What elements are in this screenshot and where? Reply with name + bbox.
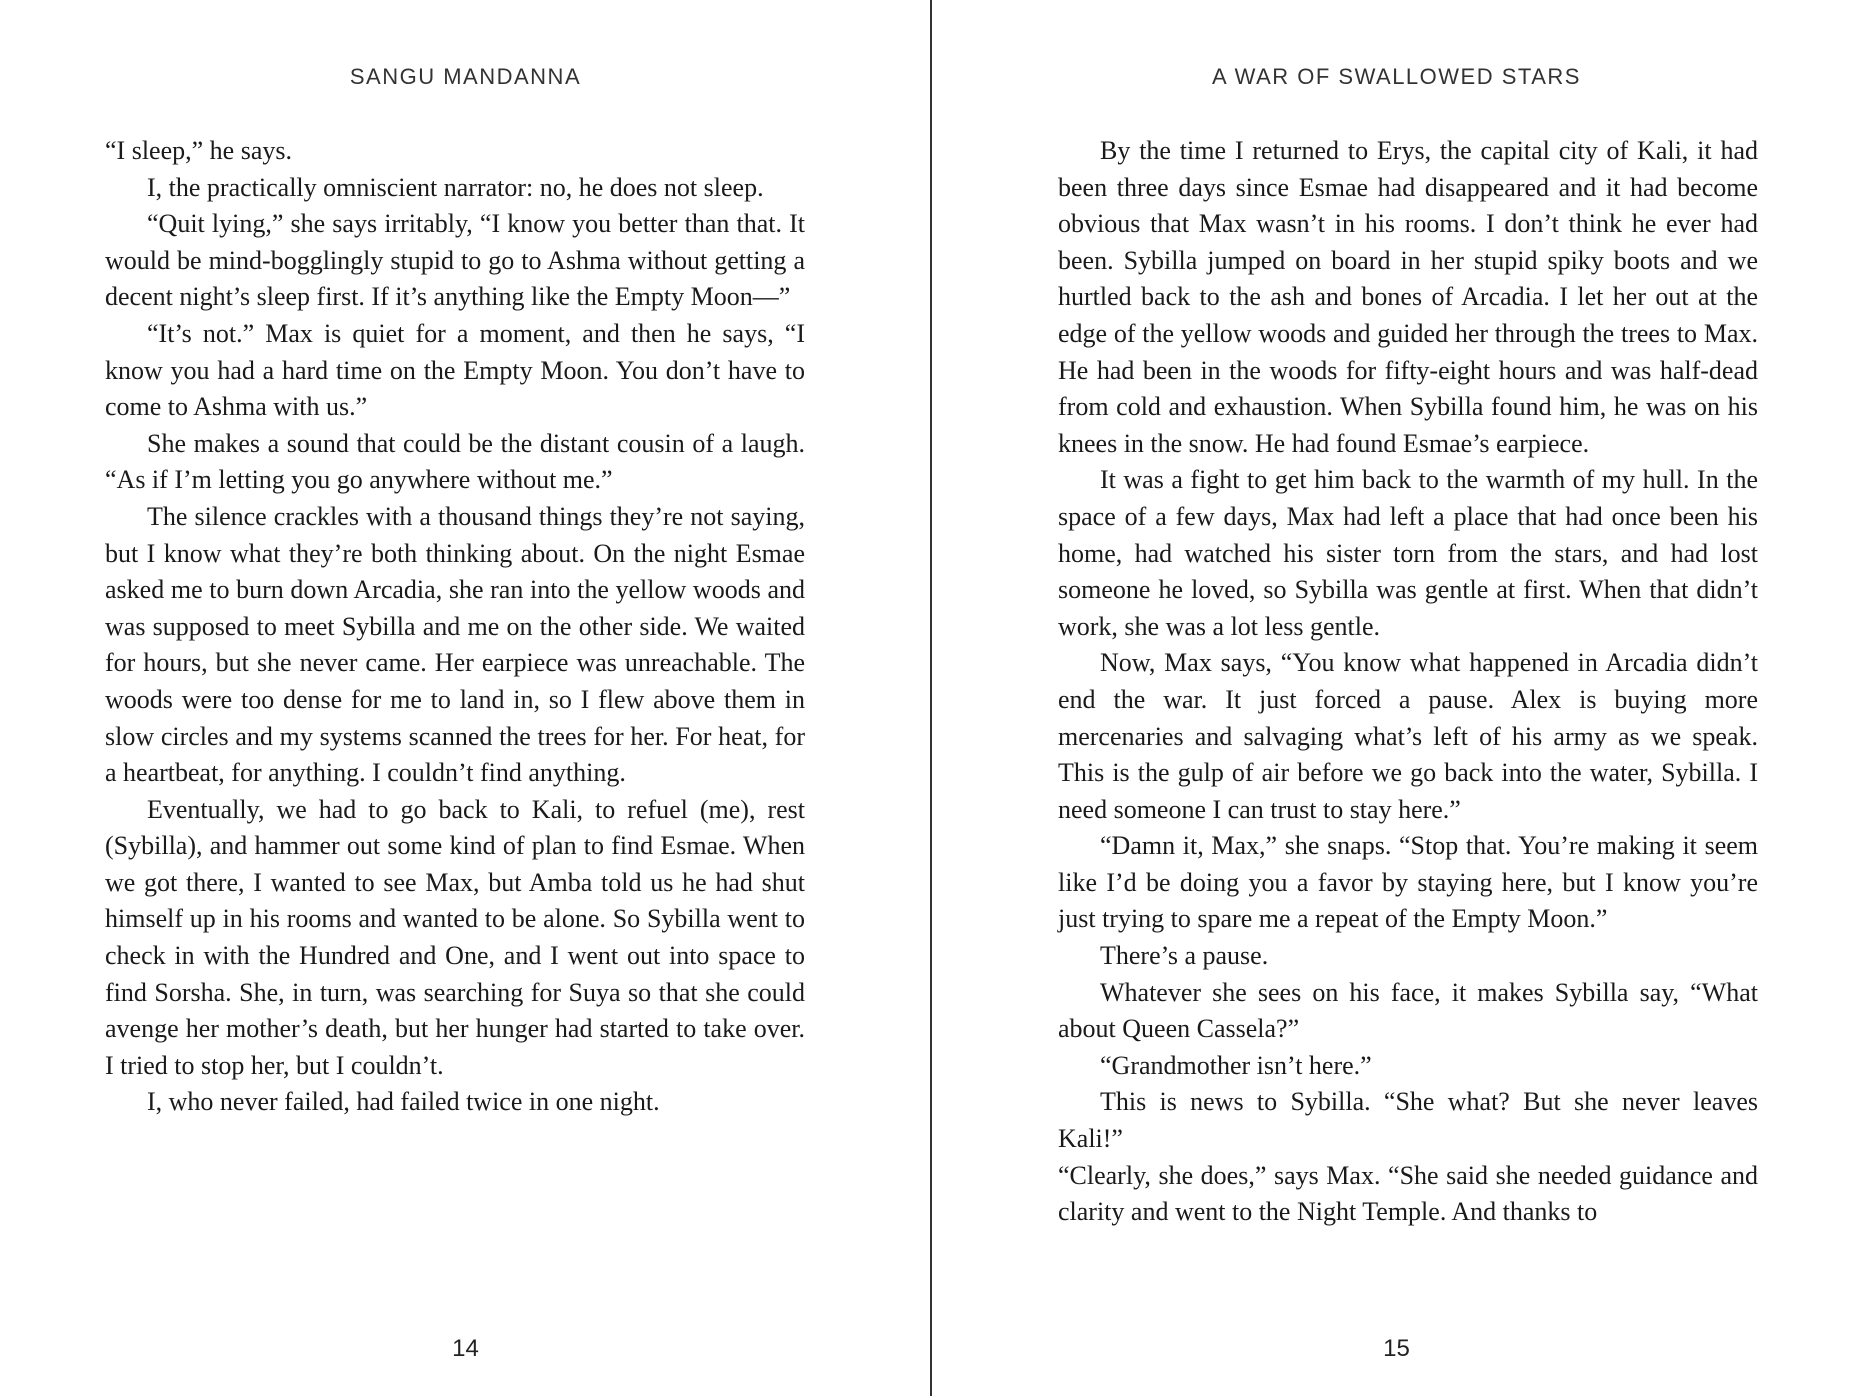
paragraph: Whatever she sees on his face, it makes Sybilla say, “What about Queen Cassela?”	[1058, 977, 1758, 1044]
paragraph: I, who never failed, had failed twice in one night.	[147, 1087, 660, 1117]
page-number: 14	[452, 1335, 479, 1362]
paragraph: “I sleep,” he says.	[105, 136, 292, 165]
paragraph: This is news to Sybilla. “She what? But she never leaves Kali!”	[1058, 1087, 1758, 1154]
paragraph: By the time I returned to Erys, the capital city of Kali, it had been three days since Esmae had disappeared and it had become obvious that Max wasn’t in his rooms. I don’t think he ever had been. Sybilla jumped on board in her stupid spiky boots and we hurtled back to the ash and bones of Arcadia. I let her out at the edge of the yellow woods and guided her through the trees to Max. He had been in the woods for fifty-eight hours and was half-dead from cold and exhaustion. When Sybilla found him, he was on his knees in the snow. He had found Esmae’s earpiece.	[1058, 136, 1758, 458]
paragraph: “Quit lying,” she says irritably, “I know you better than that. It would be mind-bogglingly stupid to go to Ashma without getting a decent night’s sleep first. If it’s anything like the Empty Moon—”	[105, 209, 805, 312]
paragraph: I, the practically omniscient narrator: no, he does not sleep.	[147, 172, 764, 202]
paragraph: Eventually, we had to go back to Kali, to refuel (me), rest (Sybilla), and hammer out some kind of plan to find Esmae. When we got there, I wanted to see Max, but Amba told us he had shut himself up in his rooms and wanted to be alone. So Sybilla went to check in with the Hundred and One, and I went out into space to find Sorsha. She, in turn, was searching for Suya so that she could avenge her mother’s death, but her hunger had started to take over. I tried to stop her, but I couldn’t.	[105, 794, 805, 1080]
right-page-body	[1058, 133, 1758, 1231]
running-head-author: SANGU MANDANNA	[349, 64, 582, 89]
paragraph: “Grandmother isn’t here.”	[1100, 1050, 1372, 1080]
paragraph: There’s a pause.	[1100, 941, 1269, 971]
paragraph: “Damn it, Max,” she snaps. “Stop that. You’re making it seem like I’d be doing you a favor by staying here, but I know you’re just trying to spare me a repeat of the Empty Moon.”	[1058, 831, 1758, 934]
paragraph: Now, Max says, “You know what happened in Arcadia didn’t end the war. It just forced a pause. Alex is buying more mercenaries and salvaging what’s left of his army as we speak. This is the gulp of air before we go back into the water, Sybilla. I need someone I can trust to stay here.”	[1058, 648, 1758, 824]
paragraph: “It’s not.” Max is quiet for a moment, and then he says, “I know you had a hard time on the Empty Moon. You don’t have to come to Ashma with us.”	[105, 318, 805, 422]
left-page-body	[105, 133, 805, 1121]
paragraph: “Clearly, she does,” says Max. “She said she needed guidance and clarity and went to the Night Temple. And thanks to	[1058, 1160, 1758, 1227]
running-head-title: A WAR OF SWALLOWED STARS	[1212, 64, 1581, 89]
paragraph: It was a fight to get him back to the warmth of my hull. In the space of a few days, Max had left a place that had once been his home, had watched his sister torn from the stars, and had lost someone he loved, so Sybilla was gentle at first. When that didn’t work, she was a lot less gentle.	[1058, 465, 1758, 641]
page-number: 15	[1383, 1335, 1410, 1362]
paragraph: She makes a sound that could be the distant cousin of a laugh. “As if I’m letting you go anywhere without me.”	[105, 428, 805, 495]
paragraph: The silence crackles with a thousand things they’re not saying, but I know what they’re both thinking about. On the night Esmae asked me to burn down Arcadia, she ran into the yellow woods and was supposed to meet Sybilla and me on the other side. We waited for hours, but she never came. Her earpiece was unreachable. The woods were too dense for me to land in, so I flew above them in slow circles and my systems scanned the trees for her. For heat, for a heartbeat, for anything. I couldn’t find anything.	[105, 501, 805, 788]
right-page	[931, 0, 1862, 1396]
